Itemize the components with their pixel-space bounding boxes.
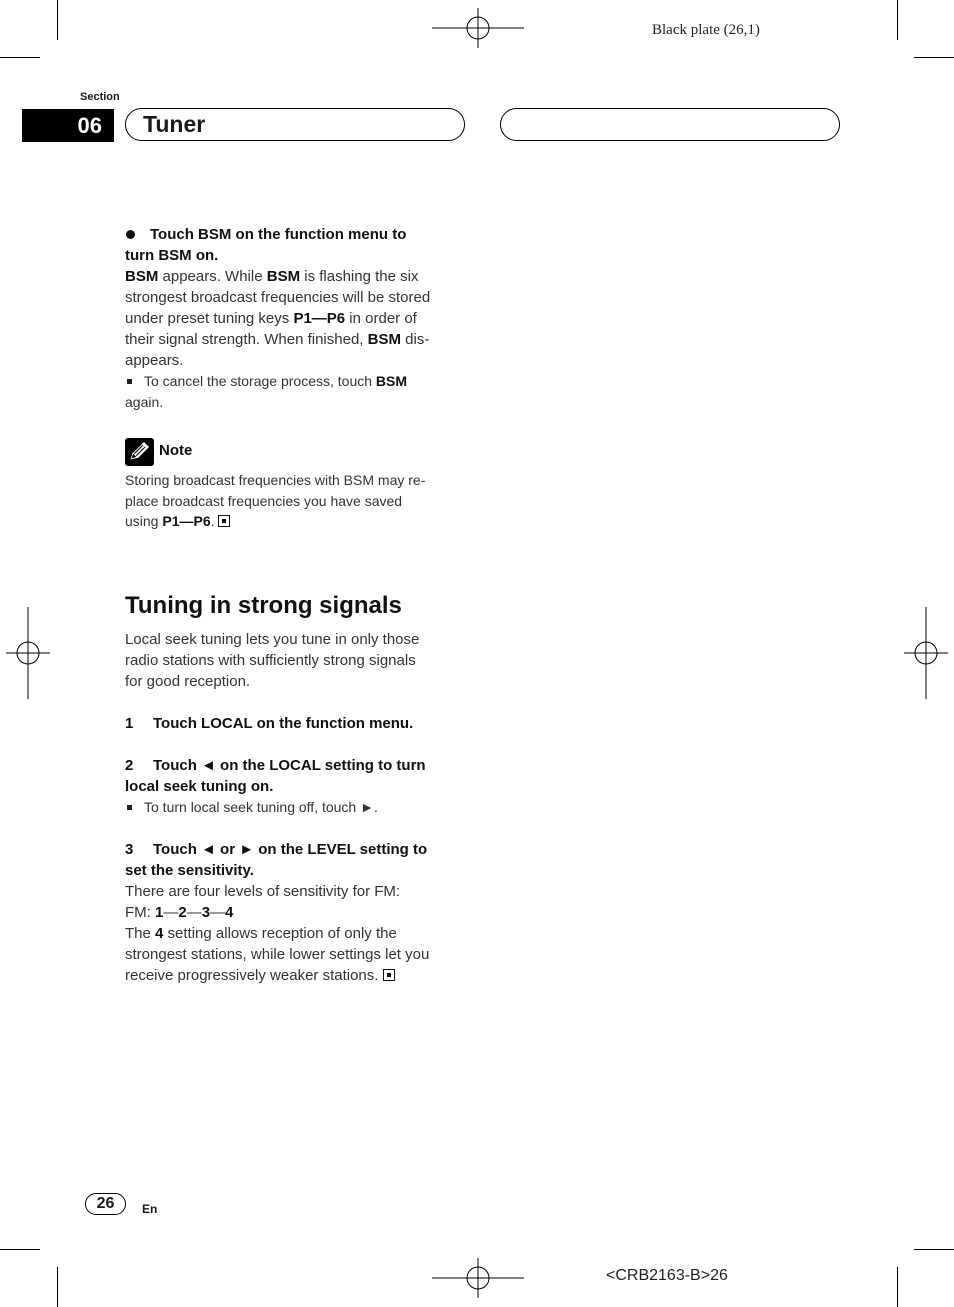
bsm-section [125, 224, 470, 413]
end-mark-icon [218, 515, 230, 527]
bsm-cancel-bullet: To cancel the storage process, touch BSM again. [125, 373, 408, 410]
section-label: Section [80, 91, 120, 103]
language-code: En [142, 1202, 158, 1216]
bsm-paragraph: BSM appears. While BSM is flashing the six strongest broadcast frequencies will be stored under preset tuning keys P1—P6 in order of their signal strength. When finished, BSM dis- appears. [125, 268, 431, 369]
chapter-title: Tuner [125, 108, 465, 141]
bsm-heading: Touch BSM on the function menu to [125, 224, 470, 245]
header-pill-empty [500, 108, 840, 141]
note-pencil-icon [125, 438, 154, 466]
strong-intro: Local seek tuning lets you tune in only those radio stations with sufficiently strong signals for good reception. [125, 631, 420, 690]
end-mark-icon [383, 969, 395, 981]
square-bullet-icon [127, 805, 132, 810]
page-number: 26 [85, 1193, 126, 1215]
registration-mark-right [904, 607, 948, 699]
note-label: Note [159, 442, 193, 459]
step-2: 2 Touch ◄ on the LOCAL setting to turn local seek tuning on. To turn local seek tuning off, touch ►. [125, 755, 470, 818]
step-2-bullet: To turn local seek tuning off, touch ►. [125, 797, 470, 818]
section-heading: Tuning in strong signals [125, 592, 402, 619]
bsm-heading-line2: turn BSM on. [125, 247, 219, 264]
step-3: 3 Touch ◄ or ► on the LEVEL setting to set the sensitivity. There are four levels of sensitivity for FM: FM: 1—2—3—4 The 4 setting allows reception of only the strongest stations, while lower settings let you receive progressively weaker stations. [125, 841, 430, 984]
section-number: 06 [22, 109, 114, 142]
registration-mark-left [6, 607, 50, 699]
plate-label: Black plate (26,1) [652, 22, 760, 38]
note-text: Storing broadcast frequencies with BSM may re- place broadcast frequencies you have saved using P1—P6. [125, 472, 426, 529]
bullet-dot-icon [126, 230, 135, 239]
square-bullet-icon [127, 379, 132, 384]
document-code: <CRB2163-B>26 [606, 1267, 728, 1284]
registration-mark-bottom [430, 1258, 526, 1298]
registration-mark-top [430, 8, 526, 48]
step-1: 1 Touch LOCAL on the function menu. [125, 715, 414, 732]
